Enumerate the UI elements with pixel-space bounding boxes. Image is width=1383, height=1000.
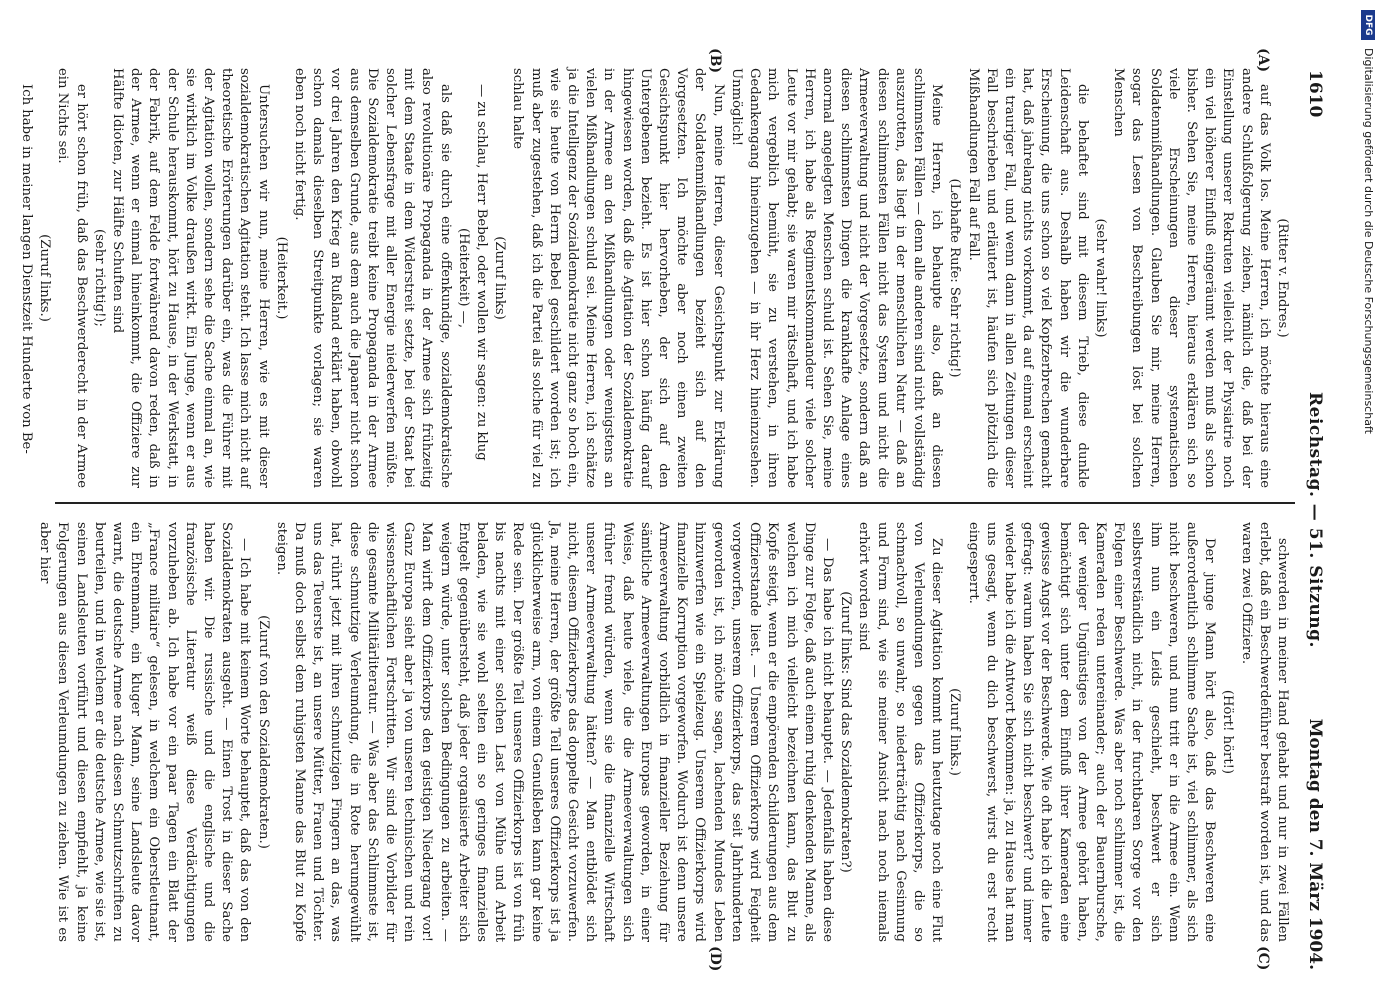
paragraph: schwerden in meiner Hand gehabt und nur in zwei Fällen erlebt, daß ein Beschwerdeführer bestraft worden ist, und das waren zwei Offiziere. (1238, 522, 1290, 942)
paragraph: (Zuruf links: Sind das Sozialdemokraten?) (838, 591, 854, 873)
margin-letter-c: (C) (1255, 946, 1271, 971)
paragraph: (sehr richtig!); (91, 229, 107, 327)
paragraph: — Das habe ich nicht behauptet. — Jedenfalls haben diese Dinge zur Folge, daß auch einem ruhig denkenden Manne, als welchen ich mich vielleicht bezeichnen kann, das Blut zu Kopfe steigt, wenn er die empörenden Schilderungen aus dem Offizierstande liest. — Unserem Offizierkorps wird Feigheit vorgeworfen, unserem Offizierkorps, das seit Jahrhunderten geworden ist, ich möchte sagen, lachenden Mundes Leben hinzuwerfen wie ein Spielzeug. Unserem Offizierkorps wird finanzielle Korruption vorgeworfen. Wodurch ist denn unsere Armeeverwaltung vorbildlich in finanzieller Beziehung für sämtliche Armeeverwaltungen Europas geworden, in einer Weise, daß heute viele, die die Armeeverwaltungen sich früher fremd würden, wenn sie die finanzielle Wirtschaft unserer Armeeverwaltung hätten? — Man entblödet sich nicht, diesem Offizierkorps das doppelte Gesicht vorzuwerfen. Ja, meine Herren, der größte Teil unseres Offizierkorps ist ja glücklicherweise arm, von einem Genußleben kann gar keine Rede sein. Der größte Teil unseres Offizierkorps ist von früh bis nachts mit einer solchen Last von Mühe und Arbeit beladen, wie sie wohl selten ein so geringes finanzielles Entgelt gegenübersteht, daß jeder organisierte Arbeiter sich weigern würde, unter solchen Bedingungen zu arbeiten. — Man wirft dem Offizierkorps den geistigen Niedergang vor! Ganz Europa sieht aber ja von unseren technischen und rein wissenschaftlichen Fortschritten. Wir sind die Vorbilder für die gesamte Militärliteratur. — Was aber das Schlimmste ist, diese schmutzige Verleumdung, die in Rote herumgewühlt hat, rührt jetzt mit ihren schmutzigen Fingern an das, was uns das Teuerste ist, an unsere Mütter, Frauen und Töchter. Da muß doch selbst dem ruhigsten Manne das Blut zu Kopfe steigen. (273, 522, 835, 942)
credit-text: Digitalisierung gefördert durch die Deutsche Forschungsgemeinschaft (1362, 48, 1375, 434)
paragraph: Der junge Mann hört also, daß das Beschweren eine außerordentlich schlimme Sache ist, viel schlimmer, als sich nicht beschweren, und nun tritt er in die Armee ein. Wenn ihm nun ein Leids geschieht, beschwert er sich selbstverständlich nicht, in der furchtbaren Sorge vor den Folgen einer Beschwerde. Was aber noch schlimmer ist, die Kameraden reden untereinander; auch der Bauernbursche, der weniger Ungünstiges von der Armee gehört haben, bemächtigt sich unter dem Einfluß ihrer Kameraden eine gewisse Angst vor der Beschwerde. Wie oft habe ich die Leute gefragt: warum haben Sie sich nicht beschwert? und immer wieder habe ich die Antwort bekommen: ja, zu Hause hat man uns gesagt, wenn du dich beschwerst, wirst du erst recht eingesperrt. (965, 522, 1218, 942)
paragraph: (Zuruf links.) (37, 234, 53, 322)
paragraph: (Zuruf von den Sozialdemokraten.) (255, 615, 271, 849)
paragraph: Meine Herren, ich behaupte also, daß an diesen schlimmsten Fällen — denn alle anderen sind nicht vollständig auszurotten, das liegt in der menschlichen Natur — daß an diesen schlimmsten Fällen nicht das System und nicht die Armeeverwaltung und nicht der Vorgesetzte, sondern daß an diesen schlimmsten Dingen die krankhafte Anlage eines anormal angelegten Menschen schuld ist. Sehen Sie, meine Herren, ich habe als Regimentskommandeur viele solcher Leute vor mir gehabt; sie waren mir rätselhaft, und ich habe mich vergeblich bemüht, sie zu verstehen, in ihren Gedankengang hineinzugehen — in ihr Herz hineinzusehen. Unmöglich! (728, 68, 945, 488)
paragraph: Nun, meine Herren, dieser Gesichtspunkt zur Erklärung der Soldatenmißhandlungen bezieht sich auf den Vorgesetzten. Ich möchte aber noch einen zweiten Gesichtspunkt hier hervorheben, der sich auf den Untergebenen bezieht. Es ist hier schon häufig darauf hingewiesen worden, daß die Agitation der Sozialdemokratie in der Armee an den Mißhandlungen oder wenigstens an vielen Mißhandlungen schuld sei. Meine Herren, ich schätze ja die Intelligenz der Sozialdemokratie nicht ganz so hoch ein, wie sie heute von Herrn Bebel geschildert worden ist; ich muß aber zugestehen, daß ich die Partei als solche für viel zu schlau halte (510, 68, 726, 488)
left-column-text (17, 68, 1273, 488)
paragraph: (sehr wahr! links) (1092, 218, 1108, 338)
paragraph: (Hört! hört!) (1220, 689, 1236, 775)
paragraph: auf das Volk los. Meine Herren, ich möchte hieraus eine andere Schlußfolgerung ziehen, nämlich die, daß bei der Einstellung unserer Rekruten vielleicht der Physiatrie noch ein viel höherer Einfluß eingeräumt werden muß als schon bisher. Sehen Sie, meine Herren, hieraus erklären sich so viele Erscheinungen dieser systematischen Soldatenmißhandlungen. Glauben Sie mir, meine Herren, sogar das Lesen von Beschreibungen löst bei solchen Menschen (1111, 68, 1272, 488)
paragraph: (Lebhafte Rufe: Sehr richtig!) (947, 178, 963, 378)
margin-letter-b: (B) (707, 48, 723, 74)
paragraph: (Heiterkeit) —, (455, 227, 471, 329)
paragraph: Zu dieser Agitation kommt nun heutzutage noch eine Flut von Verleumdungen gegen das Offizierkorps, die so schmachvoll, so unwahr, so niederträchtig nach Gesinnung und Form sind, wie sie meiner Ansicht nach noch niemals erhört worden sind (856, 522, 945, 942)
paragraph: (Heiterkeit.) (273, 236, 289, 320)
paragraph: Ich habe in meiner langen Dienstzeit Hunderte von Be- (18, 84, 34, 454)
digitization-credit (1358, 10, 1378, 995)
right-column (37, 522, 1291, 942)
right-column-text (35, 522, 1291, 942)
page-number: 1610 (1305, 70, 1325, 118)
left-column (18, 68, 1291, 488)
paragraph: — zu schlau, Herr Bebel, oder wollen wir sagen: zu klug (474, 84, 490, 461)
column-divider (55, 502, 1295, 504)
margin-letter-d: (D) (707, 946, 723, 972)
paragraph: als daß sie durch eine offenkundige, sozialdemokratische also revolutionäre Propaganda in der Armee sich frühzeitig mit dem Staate in dem Widerstreit setzte, bei der Staat bei solcher Lebensfrage mit aller Energie niederwerfen müßte. Die Sozialdemokratie treibt keine Propaganda in der Armee aus demselben Grunde, aus dem auch die Japaner nicht schon vor drei Jahren den Krieg an Rußland erklärt haben, obwohl schon damals dieselben Streitpunkte vorlagen; sie waren eben noch nicht fertig. (292, 68, 453, 488)
session-title: Reichstag. — 51. Sitzung. (1305, 392, 1325, 648)
paragraph: die behaftet sind mit diesem Trieb, diese dunkle Leidenschaft aus. Deshalb haben wir die wunderbare Erscheinung, die uns schon so viel Kopfzerbrechen gemacht hat, daß jahrelang nichts vorkommt, da auf einmal erscheint ein trauriger Fall, und wenn dann in allen Zeitungen dieser Fall beschrieben und erläutert ist, häufen sich plötzlich die Mißhandlungen Fall auf Fall. (965, 68, 1090, 488)
session-date: Montag den 7. März 1904. (1305, 718, 1325, 970)
paragraph: Untersuchen wir nun, meine Herren, wie es mit dieser sozialdemokratischen Agitation steht. Ich lasse mich nicht auf theoretische Erörterungen darüber ein, was die Führer mit der Agitation wollen, sondern sehe die Sache einmal an, wie sie wirklich im Volke draußen wirkt. Ein Junge, wenn er aus der Schule herauskommt, hört zu Hause, in der Werkstatt, in der Fabrik, auf dem Felde fortwährend davon reden, daß in der Armee, wenn er einmal hineinkommt, die Offiziere zur Hälfte Idioten, zur Hälfte Schuften sind (110, 68, 271, 488)
page-header (1299, 70, 1325, 970)
paragraph: (Zuruf links) (492, 236, 508, 320)
margin-letter-a: (A) (1255, 48, 1271, 73)
speaker-name: (Ritter v. Endres.) (1275, 218, 1290, 338)
dfg-logo-icon: DFG (1361, 10, 1375, 40)
paragraph: er hört schon früh, daß das Beschwerderecht in der Armee ein Nichts sei. (55, 68, 89, 488)
paragraph: (Zuruf links.) (947, 688, 963, 776)
paragraph: — Ich habe mit keinem Worte behauptet, daß das von den Sozialdemokraten ausgeht. — Einen Trost in dieser Sache haben wir. Die russische und die englische und die französische Literatur weiß diese Verdächtigungen vorzuheben ab. Ich habe vor ein paar Tagen ein Blatt der „France militaire“ gelesen, in welchem ein Oberstleutnant, ein Ehrenmann, ein kluger Mann, seine Landsleute davor warnt, die deutsche Armee nach diesen Schmutzschriften zu beurteilen, und in welchem er die deutsche Armee, wie sie ist, seinen Landsleuten vorführt und diesen empfiehlt, ja keine Folgerungen aus diesen Verleumdungen zu ziehen. Wie ist es aber hier (37, 522, 253, 942)
